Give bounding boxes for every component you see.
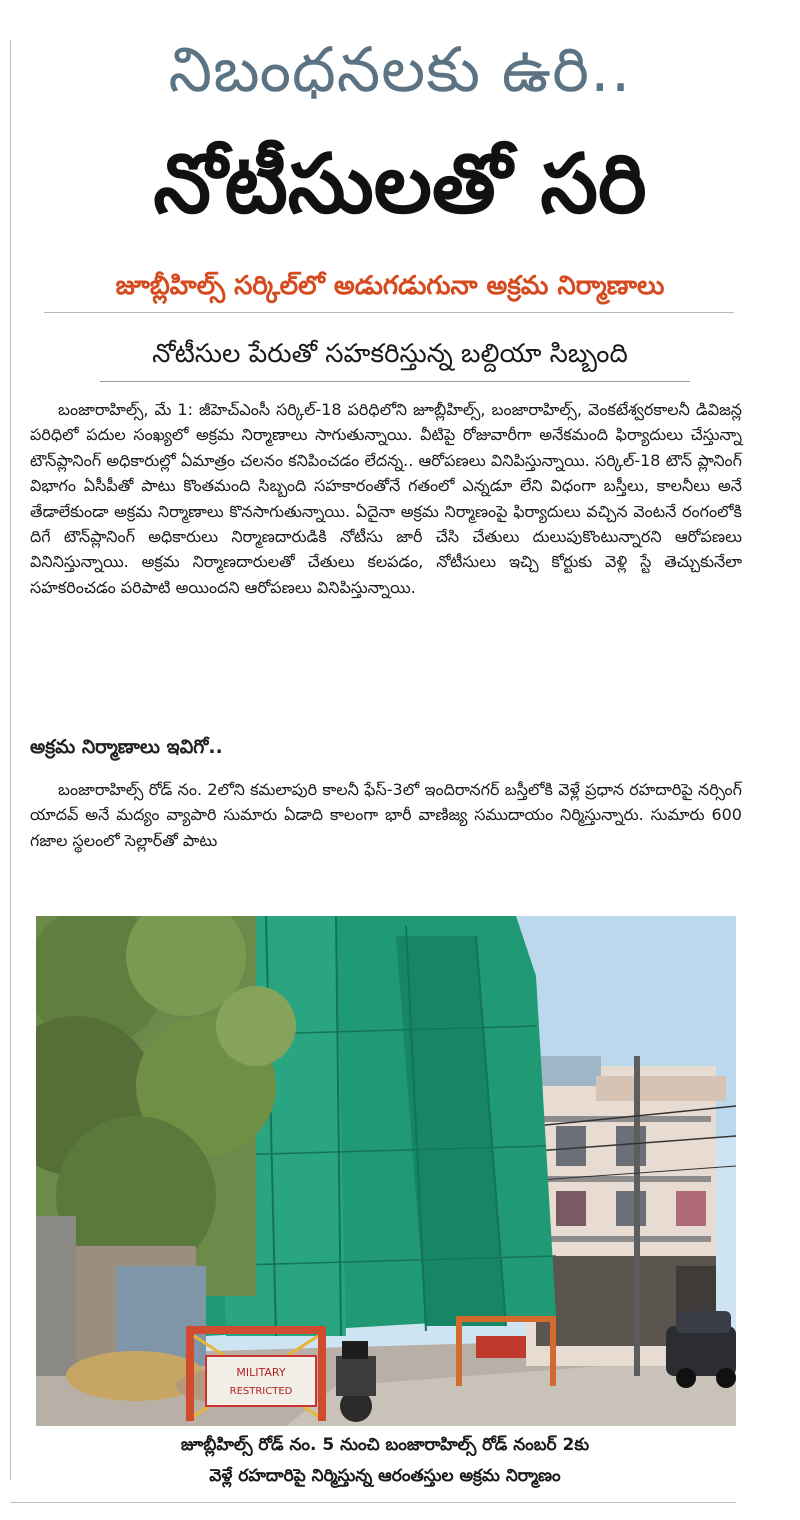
subheading-divider: [44, 312, 734, 313]
page-bottom-rule: [10, 1502, 736, 1503]
article-paragraph-1: బంజారాహిల్స్‌, మే 1: జీహెచ్‌ఎంసీ సర్కిల్‌-18 పరిధిలోని జూబ్లీహిల్స్‌, బంజారాహిల్స్‌, వెంకటేశ్వరకాలనీ డివిజన్ల పరిధిలో పదుల సంఖ్యలో అక్రమ నిర్మాణాలు సాగుతున్నాయి. వీటిపై రోజువారీగా అనేకమంది ఫిర్యాదులు చేస్తున్నా టౌన్‌ప్లానింగ్‌ అధికారుల్లో ఏమాత్రం చలనం కనిపించడం లేదన్న.. ఆరోపణలు వినిపిస్తున్నాయి. సర్కిల్‌-18 టౌన్‌ ప్లానింగ్‌ విభాగం ఏసీపీతో పాటు కొంతమంది సిబ్బంది సహకారంతోనే గతంలో ఎన్నడూ లేని విధంగా బస్తీలు, కాలనీలు అనే తేడాలేకుండా అక్రమ నిర్మాణాలు కొనసాగుతున్నాయి. ఏదైనా అక్రమ నిర్మాణంపై ఫిర్యాదులు వచ్చిన వెంటనే రంగంలోకి దిగే టౌన్‌ప్లానింగ్‌ అధికారులు నిర్మాణదారుడికి నోటీసు జారీ చేసి చేతులు దులుపుకొంటున్నారని ఆరోపణలు వినినిస్తున్నాయి. అక్రమ నిర్మాణదారులతో చేతులు కలపడం, నోటీసులు ఇచ్చి కోర్టుకు వెళ్లి స్టే తెచ్చుకునేలా సహకరించడం పరిపాటి అయిందని ఆరోపణలు వినిపిస్తున్నాయి.: [30, 400, 742, 597]
barricade-sign-text-1: MILITARY: [236, 1366, 286, 1379]
photo-caption-line-1: జూబ్లీహిల్స్‌ రోడ్‌ నం. 5 నుంచి బంజారాహిల్స్‌ రోడ్‌ నంబర్‌ 2కు: [180, 1435, 590, 1455]
page-headline: నోటీసులతో సరి: [153, 137, 647, 232]
column-rule-left: [10, 40, 11, 1480]
news-photo: [36, 916, 736, 1426]
headline-kicker: నిబంధనలకు ఉరి..: [168, 33, 632, 106]
article-paragraph-2: బంజారాహిల్స్‌ రోడ్‌ నం. 2లోని కమలాపురి కాలనీ ఫేస్‌-3లో ఇందిరానగర్‌ బస్తీలోకి వెళ్లే ప్రధాన రహదారిపై నర్సింగ్‌ యాదవ్‌ అనే మద్యం వ్యాపారి సుమారు ఏడాది కాలంగా భారీ వాణిజ్య సముదాయం నిర్మిస్తున్నారు. సుమారు 600 గజాల స్థలంలో సెల్లార్‌తో పాటు: [30, 780, 742, 850]
section-heading: అక్రమ నిర్మాణాలు ఇవిగో..: [30, 736, 223, 758]
subheading-primary: జూబ్లీహిల్స్‌ సర్కిల్‌లో అడుగడుగునా అక్రమ నిర్మాణాలు: [115, 271, 665, 301]
photo-caption: [40, 1430, 730, 1492]
subheading-secondary: నోటీసుల పేరుతో సహకరిస్తున్న బల్దియా సిబ్బంది: [152, 339, 628, 369]
barricade-sign-text-2: RESTRICTED: [229, 1386, 293, 1397]
photo-caption-line-2: వెళ్లే రహదారిపై నిర్మిస్తున్న ఆరంతస్తుల అక్రమ నిర్మాణం: [209, 1466, 561, 1486]
subheading-underline: [100, 381, 690, 382]
